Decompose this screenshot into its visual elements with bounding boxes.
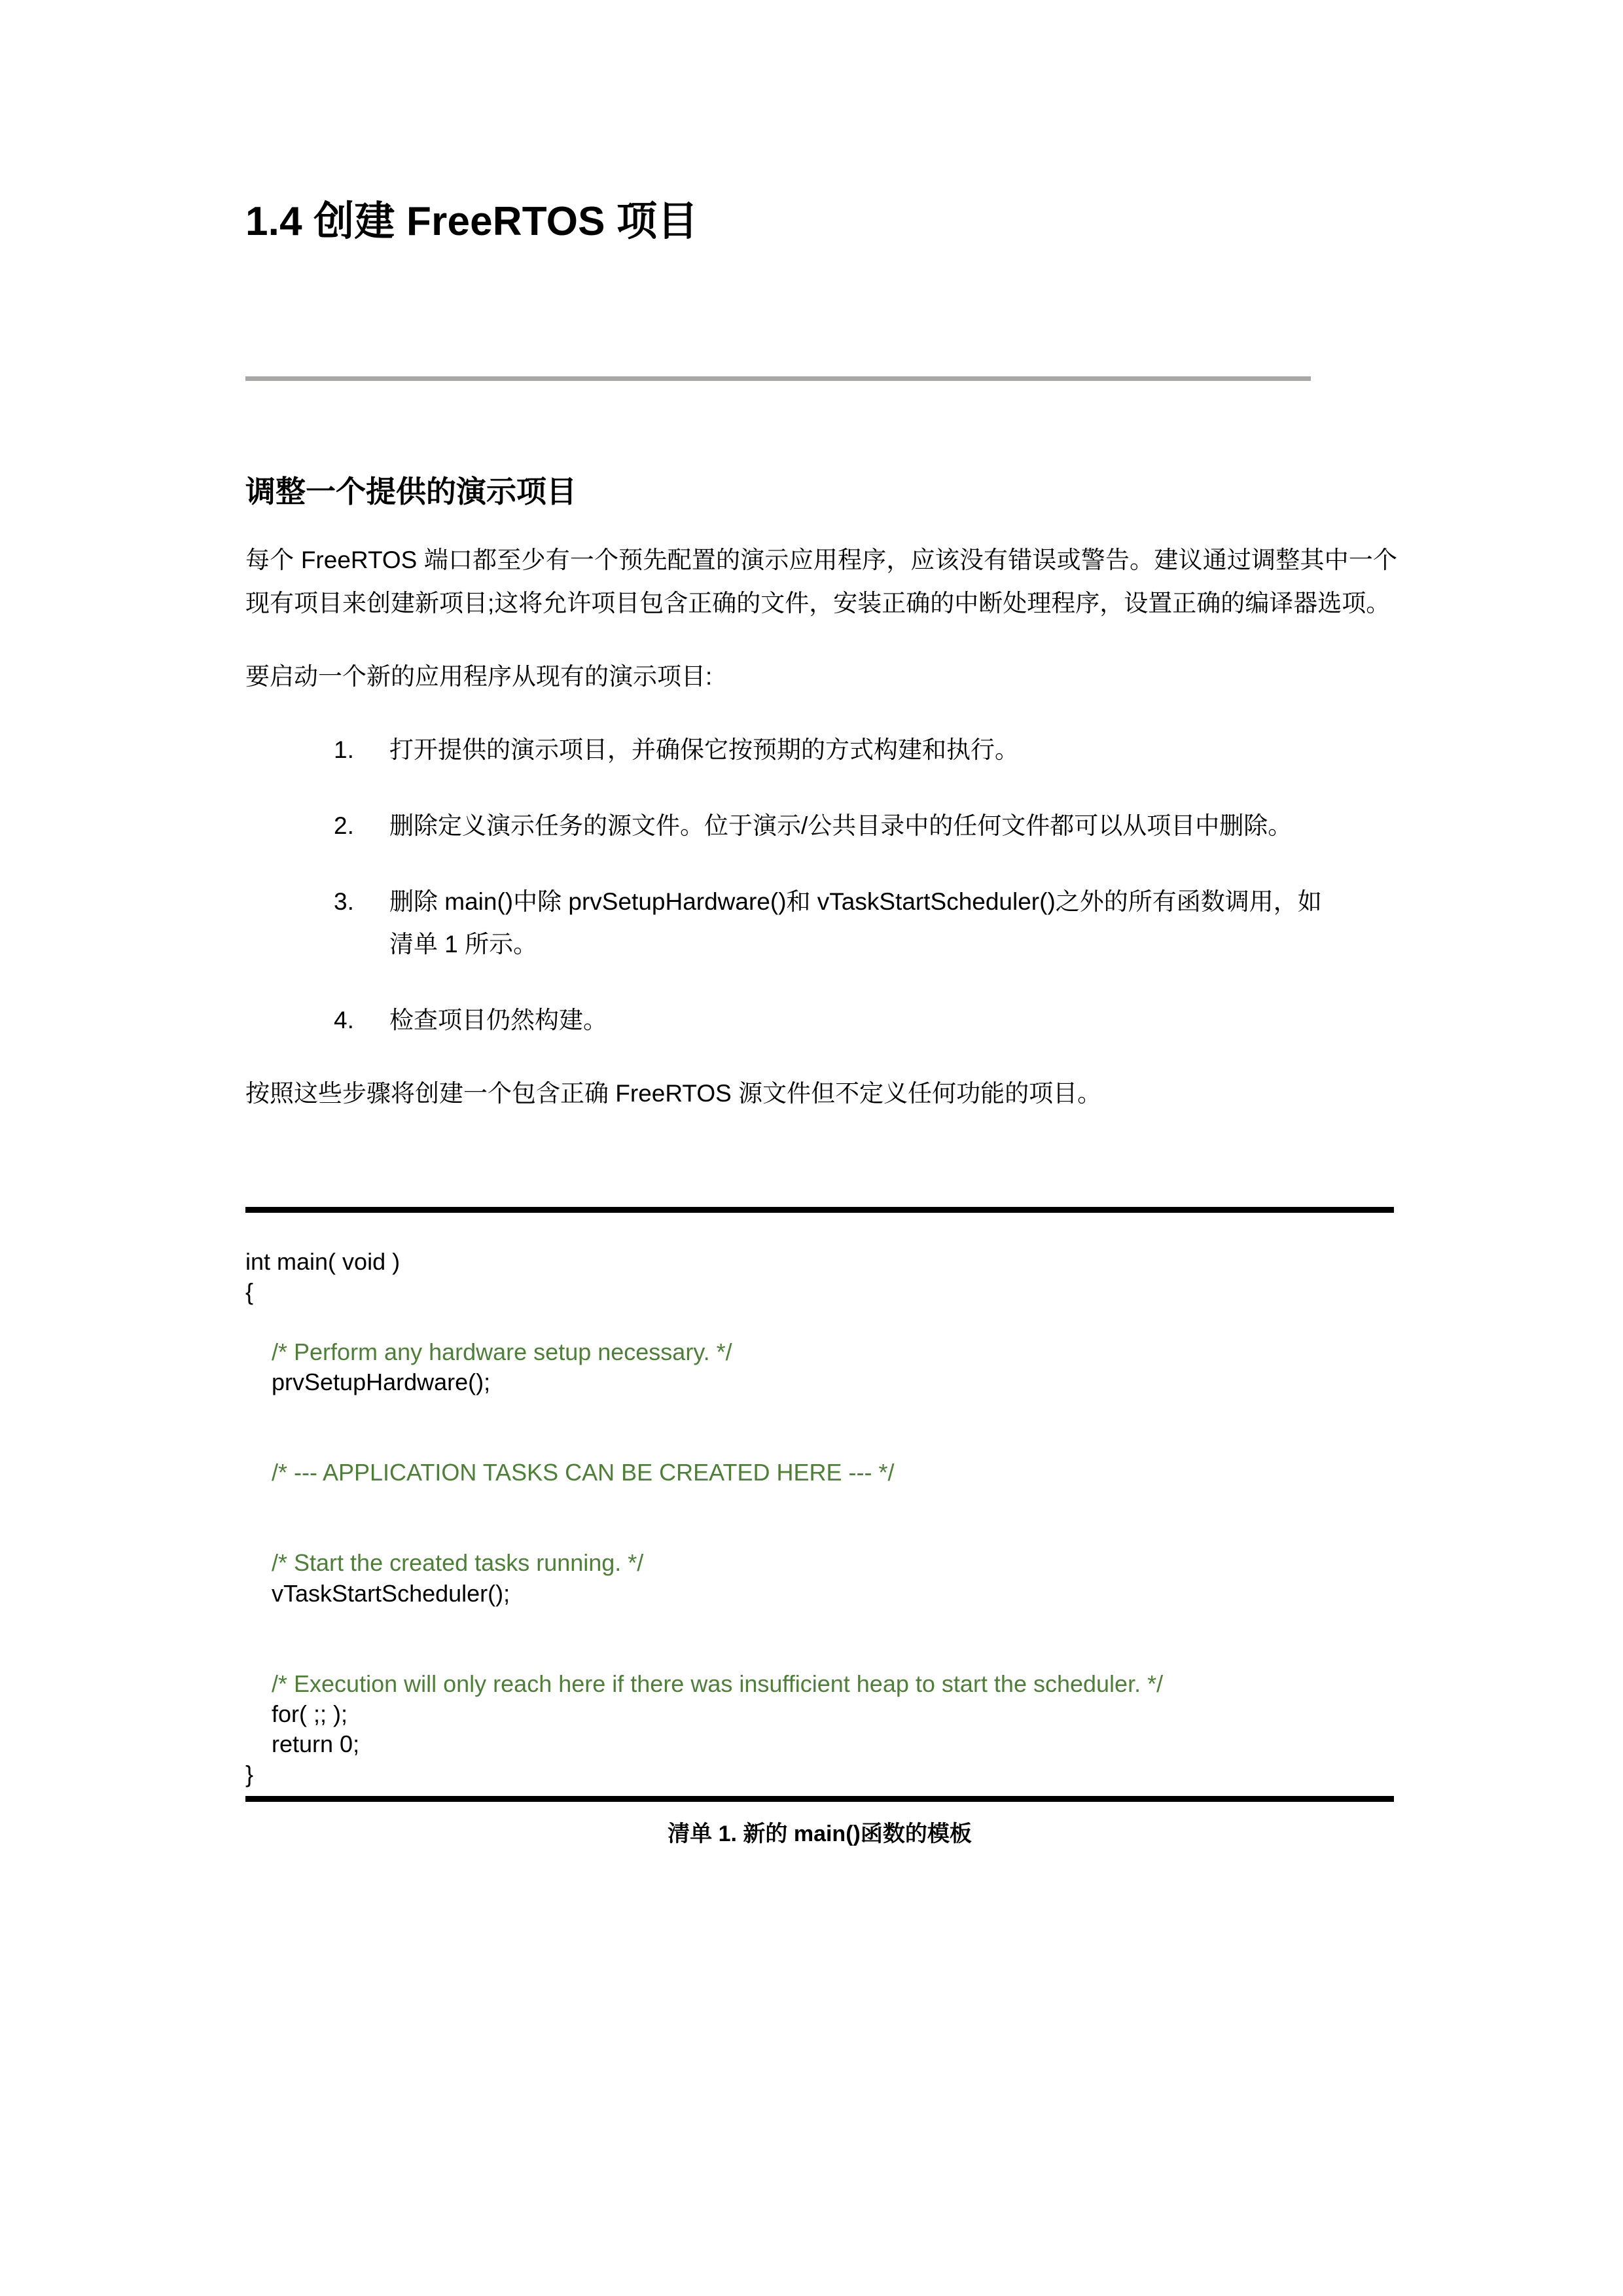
code-caption: 清单 1. 新的 main()函数的模板 [668, 1821, 972, 1846]
list-item: 检查项目仍然构建。 [389, 1007, 607, 1034]
page-title: 1.4 创建 FreeRTOS 项目 [245, 199, 698, 244]
code-line: int main( void ) [245, 1248, 401, 1276]
page-content [245, 0, 1397, 1850]
list-item: 删除定义演示任务的源文件。位于演示/公共目录中的任何文件都可以从项目中删除。 [389, 812, 1293, 839]
code-line: for( ;; ); [245, 1700, 348, 1727]
code-listing [245, 1115, 1397, 1850]
code-line: return 0; [245, 1730, 360, 1757]
code-line: } [245, 1760, 254, 1787]
code-blank-line [245, 1518, 1397, 1548]
code-line: { [245, 1278, 254, 1306]
code-comment-line: /* Perform any hardware setup necessary. */ [245, 1338, 732, 1366]
section-heading: 调整一个提供的演示项目 [245, 474, 577, 509]
closing-paragraph: 按照这些步骤将创建一个包含正确 FreeRTOS 源文件但不定义任何功能的项目。 [245, 1080, 1102, 1107]
code-comment-line: /* Start the created tasks running. */ [245, 1549, 644, 1577]
code-blank-line [245, 1427, 1397, 1458]
code-blank-line [245, 1488, 1397, 1518]
list-item: 删除 main()中除 prvSetupHardware()和 vTaskStartScheduler()之外的所有函数调用，如清单 1 所示。 [389, 888, 1322, 958]
code-bottom-divider [245, 1796, 1394, 1802]
title-divider [245, 376, 1311, 381]
code-comment-line: /* --- APPLICATION TASKS CAN BE CREATED HERE --- */ [245, 1459, 895, 1486]
steps-list [245, 698, 1397, 1042]
list-item: 打开提供的演示项目，并确保它按预期的方式构建和执行。 [389, 736, 1019, 763]
list-intro-paragraph: 要启动一个新的应用程序从现有的演示项目: [245, 663, 713, 691]
code-body [245, 1213, 1397, 1796]
code-blank-line [245, 1307, 1397, 1337]
code-top-divider [245, 1207, 1394, 1213]
code-comment-line: /* Execution will only reach here if there was insufficient heap to start the scheduler. */ [245, 1670, 1164, 1697]
code-line: vTaskStartScheduler(); [245, 1579, 510, 1607]
code-blank-line [245, 1609, 1397, 1639]
code-blank-line [245, 1397, 1397, 1427]
code-blank-line [245, 1639, 1397, 1669]
code-line: prvSetupHardware(); [245, 1369, 491, 1396]
intro-paragraph: 每个 FreeRTOS 端口都至少有一个预先配置的演示应用程序，应该没有错误或警告。建议通过调整其中一个现有项目来创建新项目;这将允许项目包含正确的文件，安装正确的中断处理程序，设置正确的编译器选项。 [245, 547, 1397, 617]
